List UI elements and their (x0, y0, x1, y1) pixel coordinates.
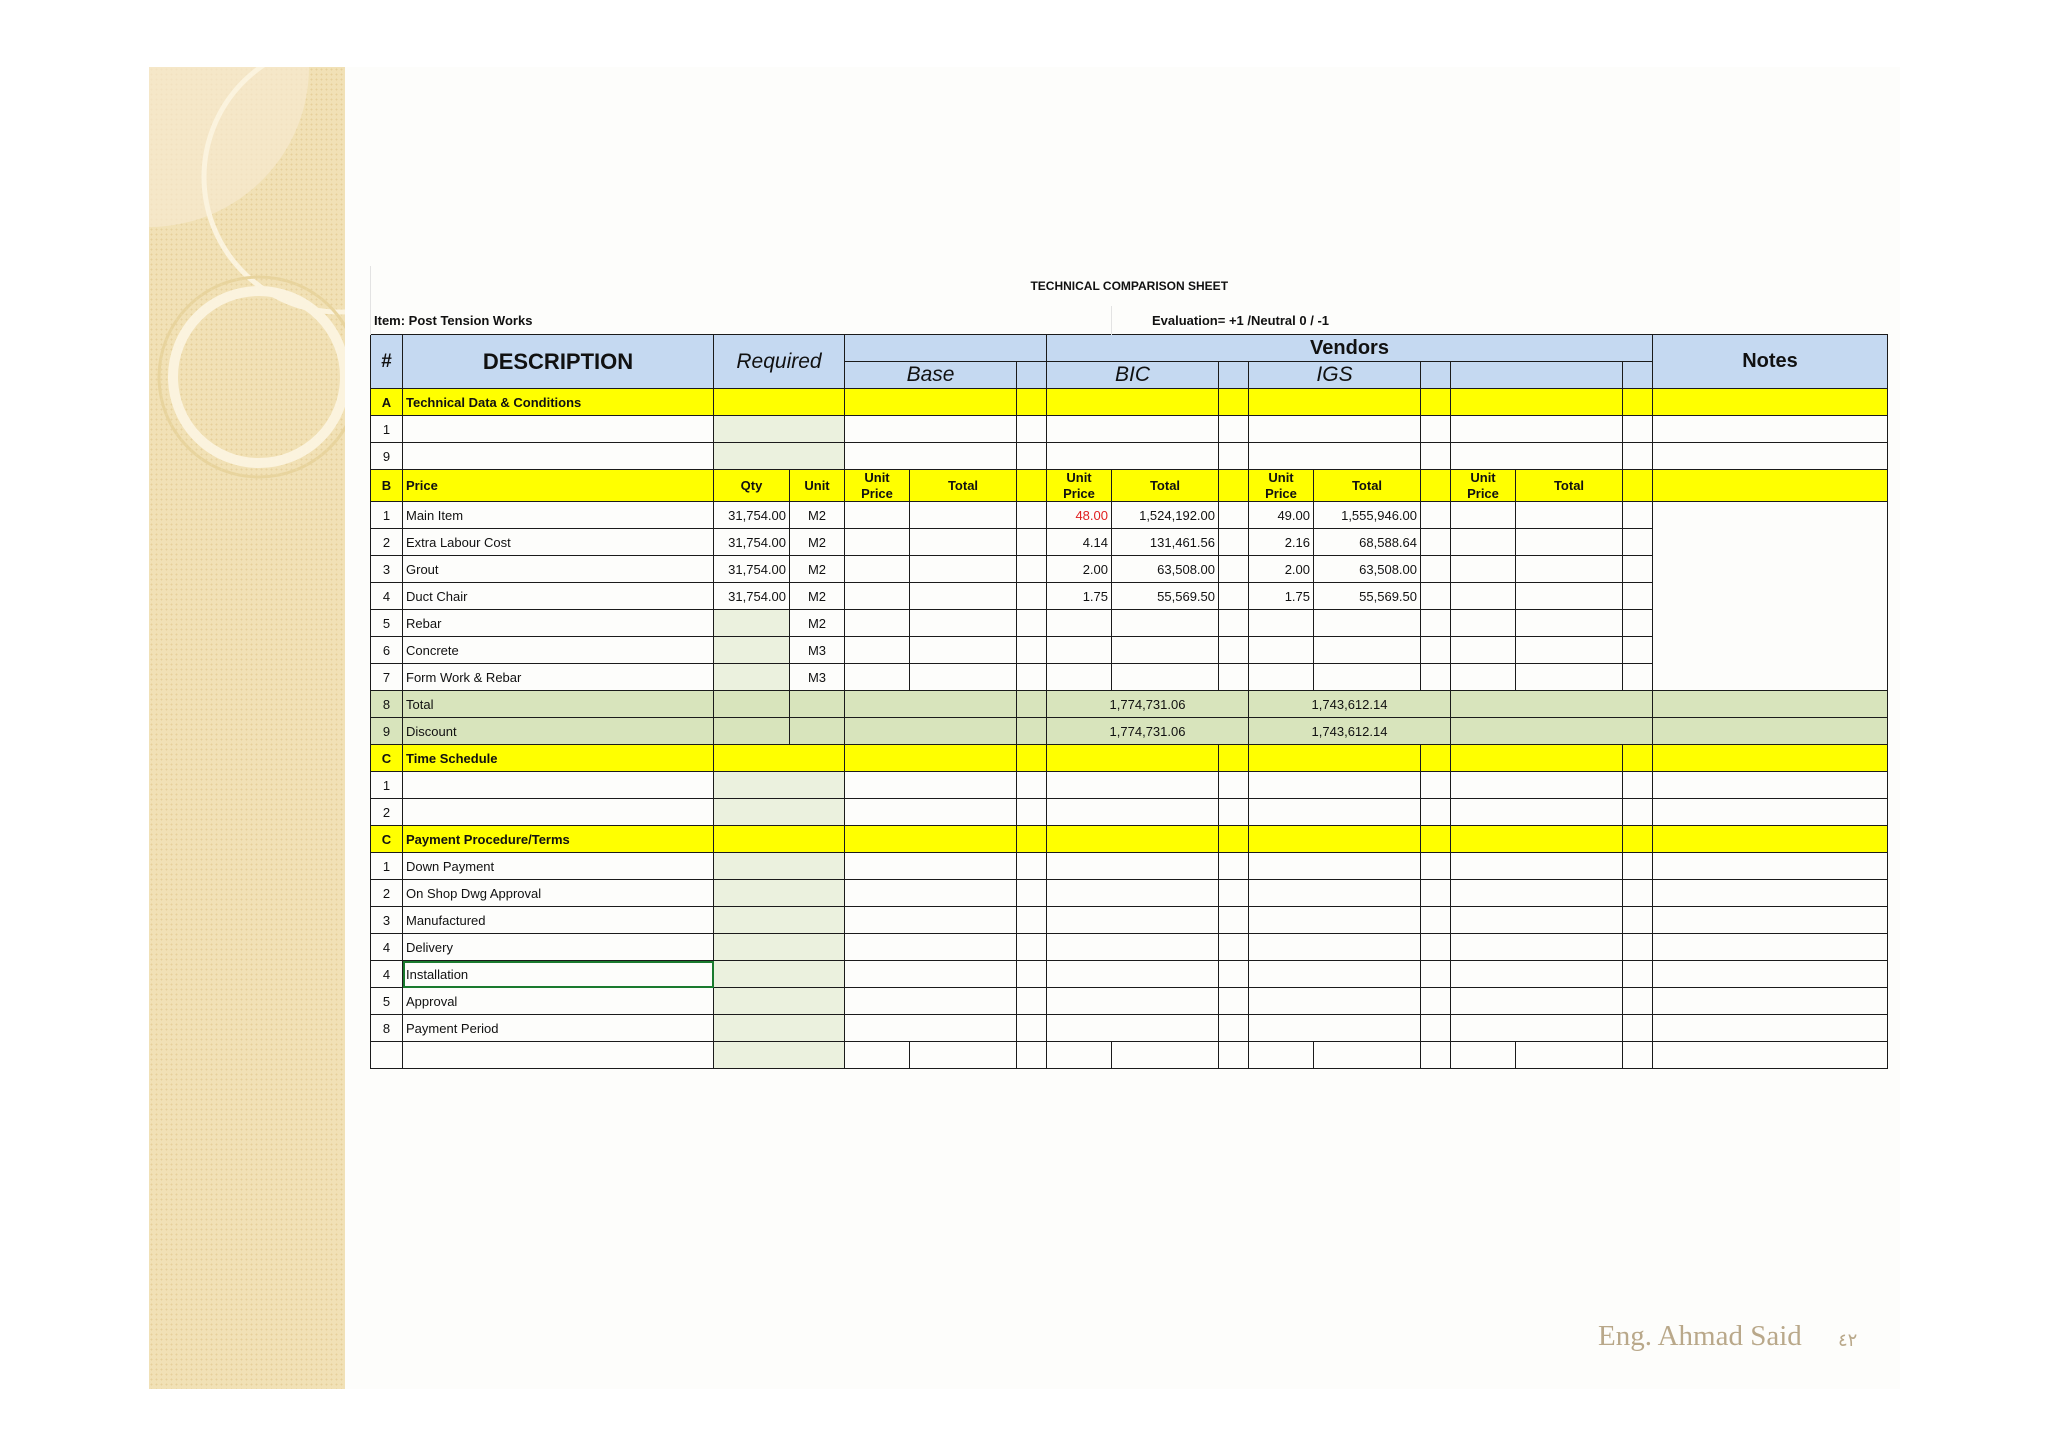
hash-header: # (371, 335, 403, 389)
igs-discount-value[interactable]: 1,743,612.14 (1249, 718, 1451, 745)
section-b-code: B (371, 470, 403, 502)
base-total-header: Total (910, 470, 1017, 502)
table-row: 1 Main Item 31,754.00 M2 48.00 1,524,192.00 49.00 1,555,946.00 (371, 502, 1888, 529)
vendor-igs: IGS (1249, 362, 1421, 389)
table-row (371, 1042, 1888, 1069)
vendor4-unit-price-header: Unit Price (1451, 470, 1516, 502)
table-row: 4 Delivery (371, 934, 1888, 961)
table-row: 1 (371, 772, 1888, 799)
selected-cell[interactable]: Installation (403, 961, 714, 988)
bic-total-value[interactable]: 1,774,731.06 (1047, 691, 1249, 718)
section-c2-code: C (371, 826, 403, 853)
notes-header: Notes (1653, 335, 1888, 389)
table-row: 5 Rebar M2 (371, 610, 1888, 637)
vendors-header: Vendors (1047, 335, 1653, 362)
table-row: 2 Extra Labour Cost 31,754.00 M2 4.14 131,461.56 2.16 68,588.64 (371, 529, 1888, 556)
table-row: 4 Installation (371, 961, 1888, 988)
igs-unit-price-header: Unit Price (1249, 470, 1314, 502)
table-row: 2 (371, 799, 1888, 826)
table-row: 9 (371, 443, 1888, 470)
comparison-table (370, 266, 1888, 1069)
table-row: 1 Down Payment (371, 853, 1888, 880)
table-row: 2 On Shop Dwg Approval (371, 880, 1888, 907)
qty-header: Qty (714, 470, 790, 502)
description-header: DESCRIPTION (403, 335, 714, 389)
discount-row: 9 Discount 1,774,731.06 1,743,612.14 (371, 718, 1888, 745)
table-row: 1 (371, 416, 1888, 443)
circle-ornament-icon (149, 67, 345, 1389)
section-a-label: Technical Data & Conditions (403, 389, 714, 416)
evaluation-label: Evaluation= +1 /Neutral 0 / -1 (1112, 306, 1888, 335)
vendors-header-spacer (845, 335, 1047, 362)
table-row: 6 Concrete M3 (371, 637, 1888, 664)
base-unit-price-header: Unit Price (845, 470, 910, 502)
vendor-base: Base (845, 362, 1017, 389)
bic-total-header: Total (1112, 470, 1219, 502)
section-c2-label: Payment Procedure/Terms (403, 826, 714, 853)
unit-header: Unit (790, 470, 845, 502)
item-label: Item: Post Tension Works (371, 306, 1112, 335)
vendor-bic: BIC (1047, 362, 1219, 389)
table-row: 5 Approval (371, 988, 1888, 1015)
section-c1-label: Time Schedule (403, 745, 714, 772)
vendor-4 (1451, 362, 1623, 389)
page-number: ٤٢ (1838, 1330, 1858, 1351)
table-row: 3 Grout 31,754.00 M2 2.00 63,508.00 2.00 63,508.00 (371, 556, 1888, 583)
total-row: 8 Total 1,774,731.06 1,743,612.14 (371, 691, 1888, 718)
table-row: 8 Payment Period (371, 1015, 1888, 1042)
table-row: 3 Manufactured (371, 907, 1888, 934)
section-c1-code: C (371, 745, 403, 772)
igs-total-value[interactable]: 1,743,612.14 (1249, 691, 1451, 718)
table-row: 4 Duct Chair 31,754.00 M2 1.75 55,569.50 1.75 55,569.50 (371, 583, 1888, 610)
igs-total-header: Total (1314, 470, 1421, 502)
section-a-code: A (371, 389, 403, 416)
footer-author: Eng. Ahmad Said (1598, 1320, 1802, 1352)
comparison-sheet (370, 266, 1888, 1069)
bic-unit-price-header: Unit Price (1047, 470, 1112, 502)
required-header: Required (714, 335, 845, 389)
sheet-title: TECHNICAL COMPARISON SHEET (371, 266, 1888, 306)
decorative-sidebar (149, 67, 345, 1389)
vendor4-total-header: Total (1516, 470, 1623, 502)
table-row: 7 Form Work & Rebar M3 (371, 664, 1888, 691)
section-b-label: Price (403, 470, 714, 502)
bic-discount-value[interactable]: 1,774,731.06 (1047, 718, 1249, 745)
